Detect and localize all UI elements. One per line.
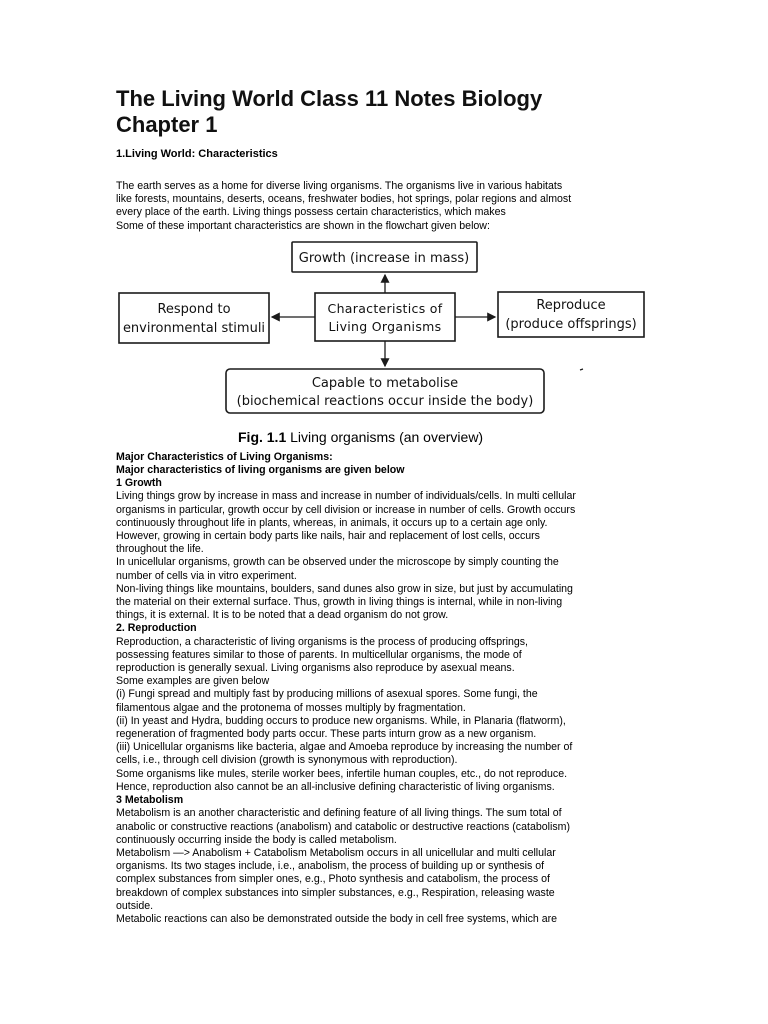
respond-box-line-1: Respond to (157, 301, 231, 317)
section-heading: 3 Metabolism (116, 794, 184, 807)
metabolise-box-line-2: (biochemical reactions occur inside the body) (236, 393, 534, 409)
paragraph-line: outside. (116, 899, 154, 912)
paragraph-line: Hence, reproduction also cannot be an all-inclusive defining characteristic of living organisms. (116, 780, 555, 793)
paragraph-line: Reproduction, a characteristic of living organisms is the process of producing offsprings, (116, 635, 528, 648)
figure-caption-text: Living organisms (an overview) (290, 428, 484, 445)
paragraph-line: (i) Fungi spread and multiply fast by producing millions of asexual spores. Some fungi, the (116, 688, 538, 701)
paragraph-line: organisms. Its two stages include, i.e., anabolism, the process of building up or synthesis of (116, 860, 545, 873)
figure-caption (238, 429, 483, 445)
intro-paragraph (116, 180, 656, 233)
paragraph-line: Some organisms like mules, sterile worker bees, infertile human couples, etc., do not reproduce. (116, 767, 568, 780)
paragraph-line: Metabolism —> Anabolism + Catabolism Metabolism occurs in all unicellular and multi cellular (116, 846, 556, 859)
paragraph-line: Non-living things like mountains, boulders, sand dunes also grow in size, but just by accumulating (116, 582, 573, 595)
reproduce-box-line-2: (produce offsprings) (505, 316, 637, 332)
center-box-line-1: Characteristics of (327, 300, 443, 316)
figure-number: Fig. 1.1 (238, 428, 287, 445)
paragraph-line: anabolic or constructive reactions (anabolism) and catabolic or destructive reactions (catabolism) (116, 820, 570, 833)
paragraph-line: However, growing in certain body parts like nails, hair and replacement of lost cells, occurs (116, 530, 540, 543)
paragraph-line: the material on their external surface. Thus, growth in living things is internal, while in non-living (116, 596, 563, 609)
paragraph-line: reproduction is generally sexual. Living organisms also reproduce by asexual means. (116, 662, 515, 675)
reproduce-box-line-1: Reproduce (536, 297, 606, 313)
respond-box-line-2: environmental stimuli (122, 320, 266, 336)
paragraph-line: Metabolism is an another characteristic and defining feature of all living things. The sum total of (116, 807, 562, 820)
intro-line: Some of these important characteristics are shown in the flowchart given below: (116, 219, 490, 232)
body-content (116, 451, 656, 926)
document-page (116, 86, 656, 926)
paragraph-line: cells, i.e., through cell division (growth is synonymous with reproduction). (116, 754, 458, 767)
page-title-line-1: The Living World Class 11 Notes Biology (116, 86, 543, 111)
paragraph-line: complex substances from simpler ones, e.g., Photo synthesis and catabolism, the process of (116, 873, 550, 886)
paragraph-line: regeneration of fragmented body parts occur. These parts inturn grow as a new organism. (116, 728, 537, 741)
paragraph-line: Living things grow by increase in mass and increase in number of individuals/cells. In multi cellular (116, 490, 576, 503)
paragraph-line: possessing features similar to those of parents. In multicellular organisms, the mode of (116, 648, 522, 661)
paragraph-line: continuously occurring inside the body is called metabolism. (116, 833, 397, 846)
intro-line: like forests, mountains, deserts, oceans, freshwater bodies, hot springs, polar regions and almost (116, 193, 572, 206)
paragraph-line: In unicellular organisms, growth can be observed under the microscope by simply counting the (116, 556, 559, 569)
section-heading: Major Characteristics of Living Organisms: (116, 450, 333, 463)
paragraph-line: organisms in particular, growth occur by cell division or increase in number of cells. Growth occurs (116, 503, 576, 516)
section-heading: Major characteristics of living organisms are given below (116, 464, 405, 477)
section-heading: 1 Growth (116, 477, 162, 490)
center-box-line-2: Living Organisms (328, 318, 442, 334)
metabolise-box-line-1: Capable to metabolise (311, 375, 459, 391)
page-title (116, 86, 656, 138)
paragraph-line: continuously throughout life in plants, whereas, in animals, it occurs up to a certain age only. (116, 516, 548, 529)
page-title-line-2: Chapter 1 (116, 112, 218, 137)
intro-line: The earth serves as a home for diverse living organisms. The organisms live in various habitats (116, 180, 563, 192)
flowchart-figure (116, 235, 656, 447)
paragraph-line: number of cells via in vitro experiment. (116, 569, 297, 582)
paragraph-line: Metabolic reactions can also be demonstrated outside the body in cell free systems, which are (116, 912, 558, 925)
paragraph-line: (ii) In yeast and Hydra, budding occurs to produce new organisms. While, in Planaria (flatworm), (116, 714, 566, 727)
stray-mark (580, 369, 583, 370)
intro-line: every place of the earth. Living things possess certain characteristics, which makes (116, 206, 506, 219)
paragraph-line: filamentous algae and the protonema of mosses multiply by fragmentation. (116, 701, 466, 714)
paragraph-line: things, it is external. It is to be noted that a dead organism do not grow. (116, 609, 449, 622)
paragraph-line: breakdown of complex substances into simpler substances, e.g., Respiration, releasing waste (116, 886, 555, 899)
paragraph-line: throughout the life. (116, 543, 204, 556)
growth-box-label: Growth (increase in mass) (298, 250, 470, 266)
paragraph-line: (iii) Unicellular organisms like bacteria, algae and Amoeba reproduce by increasing the number of (116, 741, 573, 754)
section-heading: 2. Reproduction (116, 622, 197, 635)
section-heading: 1.Living World: Characteristics (116, 148, 278, 160)
flowchart-diagram (116, 235, 656, 447)
paragraph-line: Some examples are given below (116, 675, 270, 688)
